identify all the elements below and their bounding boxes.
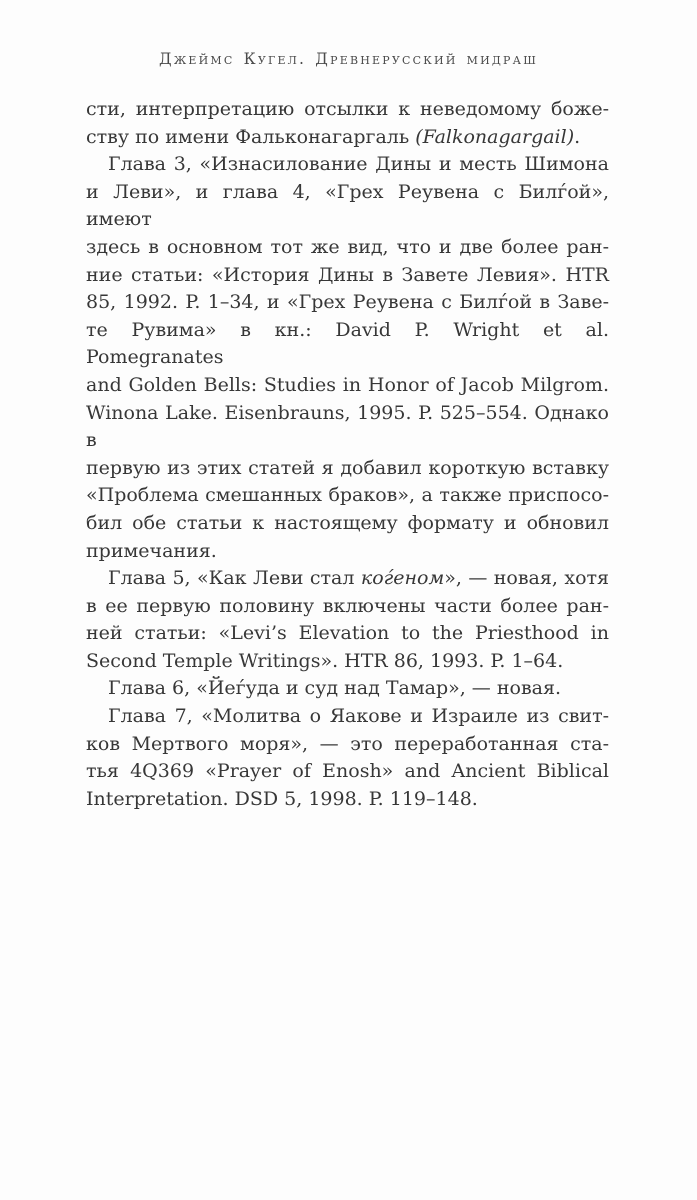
italic-text: коѓеном — [360, 567, 445, 590]
text-line — [86, 482, 609, 510]
text-segment: ству по имени Фальконагаргаль — [86, 125, 416, 148]
text-segment: and Golden Bells: Studies in Honor of Jacob Milgrom. — [86, 373, 609, 396]
text-segment: здесь в основном тот же вид, что и две более ран- — [86, 235, 609, 258]
text-segment: первую из этих статей я добавил короткую вставку — [86, 456, 609, 479]
text-segment: Winona Lake. Eisenbrauns, 1995. P. 525–554. Однако в — [86, 401, 609, 452]
text-line — [86, 151, 609, 179]
text-line — [86, 124, 609, 152]
text-line — [86, 675, 609, 703]
text-line — [86, 786, 609, 814]
text-line — [86, 758, 609, 786]
text-segment: . — [574, 125, 581, 148]
text-line — [86, 510, 609, 538]
text-line — [86, 593, 609, 621]
text-line — [86, 538, 609, 566]
text-line — [86, 96, 609, 124]
text-segment: тья 4Q369 «Prayer of Enosh» and Ancient Biblical — [86, 760, 609, 783]
text-segment: те Рувима» в кн.: David P. Wright et al. Pomegranates — [86, 318, 609, 369]
italic-text: (Falkonagargail) — [415, 125, 575, 148]
text-segment: Глава 6, «Йеѓуда и суд над Тамар», — новая. — [108, 677, 562, 700]
text-line — [86, 234, 609, 262]
text-segment: », — новая, хотя — [444, 567, 610, 590]
text-segment: ков Мертвого моря», — это переработанная ста- — [86, 732, 609, 755]
text-segment: Глава 7, «Молитва о Яакове и Израиле из свит- — [108, 705, 609, 728]
text-line — [86, 455, 609, 483]
text-line — [86, 179, 609, 234]
text-segment: 85, 1992. P. 1–34, и «Грех Реувена с Билѓой в Заве- — [86, 291, 609, 314]
text-segment: ние статьи: «История Дины в Завете Левия». HTR — [86, 263, 609, 286]
text-line — [86, 731, 609, 759]
text-segment: Глава 3, «Изнасилование Дины и месть Шимона — [108, 153, 609, 176]
text-line — [86, 565, 609, 593]
text-segment: примечания. — [86, 539, 217, 562]
text-line — [86, 703, 609, 731]
text-segment: в ее первую половину включены части более ран- — [86, 594, 609, 617]
text-segment: бил обе статьи к настоящему формату и обновил — [86, 511, 609, 534]
body-text — [86, 96, 609, 813]
text-segment: и Леви», и глава 4, «Грех Реувена с Билѓой», имеют — [86, 180, 609, 231]
text-line — [86, 648, 609, 676]
text-line — [86, 317, 609, 372]
text-line — [86, 289, 609, 317]
text-segment: сти, интерпретацию отсылки к неведомому боже- — [86, 98, 609, 120]
text-segment: ней статьи: «Levi’s Elevation to the Priesthood in — [86, 622, 609, 645]
text-line — [86, 262, 609, 290]
text-segment: «Проблема смешанных браков», а также приспосо- — [86, 484, 609, 507]
text-line — [86, 400, 609, 455]
text-segment: Second Temple Writings». HTR 86, 1993. P. 1–64. — [86, 649, 564, 672]
text-segment: Interpretation. DSD 5, 1998. P. 119–148. — [86, 787, 478, 810]
text-segment: Глава 5, «Как Леви стал — [108, 567, 361, 590]
running-header: Джеймс Кугел. Древнерусский мидраш — [159, 50, 538, 68]
text-line — [86, 372, 609, 400]
text-line — [86, 620, 609, 648]
